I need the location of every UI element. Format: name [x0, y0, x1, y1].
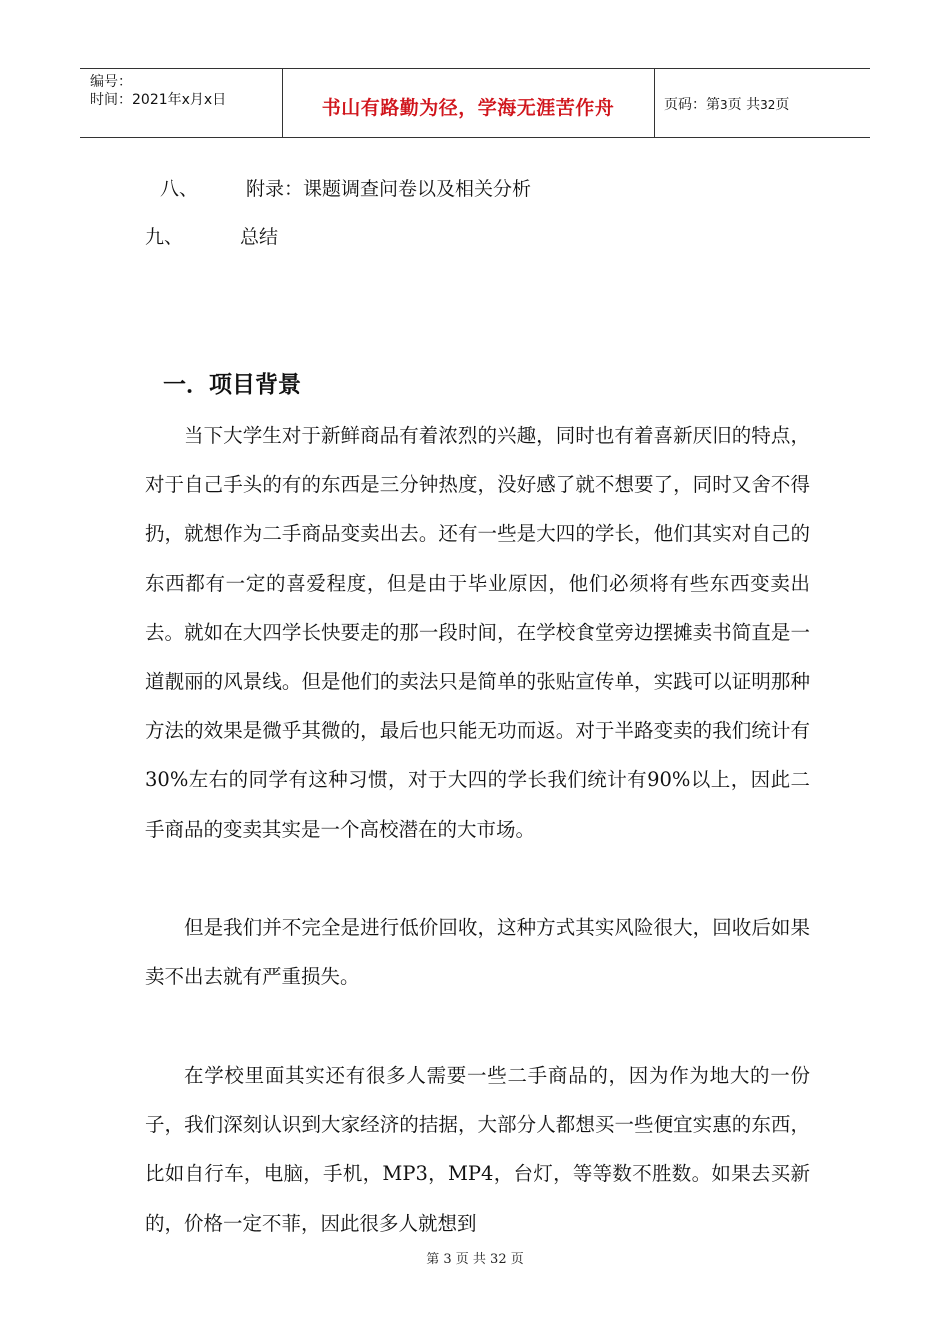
header-table	[80, 68, 870, 138]
page-suffix: 页	[775, 97, 790, 113]
toc-index: 九、	[145, 226, 184, 248]
paragraph: 但是我们并不完全是进行低价回收，这种方式其实风险很大，回收后如果卖不出去就有严重损失。	[145, 916, 810, 989]
toc-text: 总结	[240, 226, 279, 248]
code-label: 编号：	[90, 74, 132, 90]
page-footer: 第 3 页 共 32 页	[426, 1252, 524, 1267]
toc-text: 附录：课题调查问卷以及相关分析	[246, 178, 532, 200]
header-page-info	[664, 94, 789, 114]
paragraph: 当下大学生对于新鲜商品有着浓烈的兴趣，同时也有着喜新厌旧的特点，对于自己手头的有的东西是三分钟热度，没好感了就不想要了，同时又舍不得扔，就想作为二手商品变卖出去。还有一些是大四的学长，他们其实对自己的东西都有一定的喜爱程度，但是由于毕业原因，他们必须将有些东西变卖出去。就如在大四学长快要走的那一段时间，在学校食堂旁边摆摊卖书简直是一道靓丽的风景线。但是他们的卖法只是简单的张贴宣传单，实践可以证明那种方法的效果是微乎其微的，最后也只能无功而返。对于半路变卖的我们统计有30%左右的同学有这种习惯，对于大四的学长我们统计有90%以上，因此二手商品的变卖其实是一个高校潜在的大市场。	[145, 424, 810, 841]
header-meta	[90, 73, 226, 109]
paragraph: 在学校里面其实还有很多人需要一些二手商品的，因为作为地大的一份子，我们深刻认识到大家经济的拮据，大部分人都想买一些便宜实惠的东西，比如自行车，电脑，手机，MP3，MP4，台灯，等等数不胜数。如果去买新的，价格一定不菲，因此很多人就想到	[145, 1064, 810, 1235]
page-total: 32	[760, 98, 776, 112]
page-prefix: 页码：第	[664, 97, 720, 113]
page-current: 3	[720, 98, 728, 112]
header-motto: 书山有路勤为径，学海无涯苦作舟	[321, 97, 615, 119]
header-divider	[654, 69, 655, 137]
time-label: 时间：2021年x月x日	[90, 92, 227, 108]
section-title: 一．项目背景	[163, 372, 301, 398]
page-mid: 页 共	[727, 97, 761, 113]
toc-index: 八、	[160, 178, 199, 200]
